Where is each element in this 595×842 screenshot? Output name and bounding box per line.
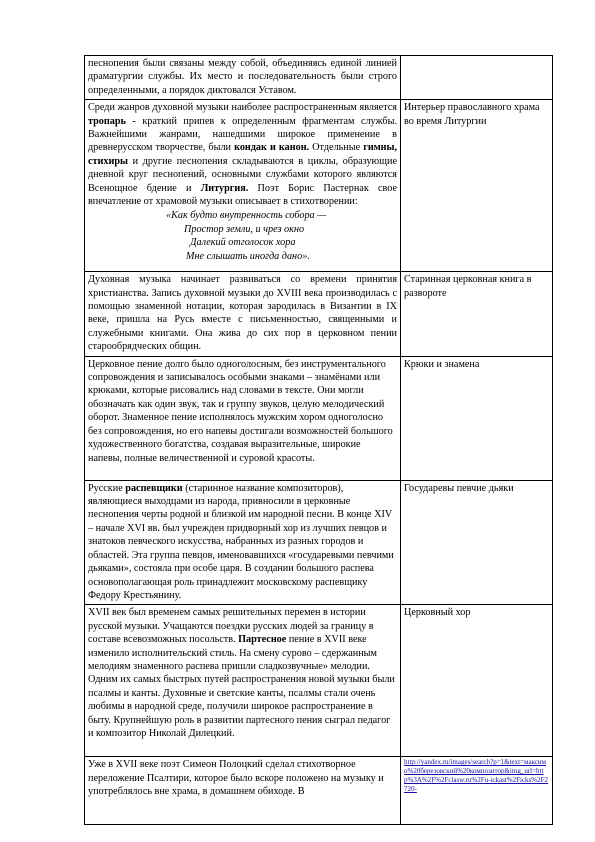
term-partesnoe: Партесное (238, 634, 287, 646)
poem-line: Далекий отголосок хора (190, 237, 296, 249)
text-cell (85, 100, 401, 272)
table-row (85, 480, 553, 605)
caption-cell: Интерьер православного храма во время Литургии (401, 100, 553, 272)
link-cell (401, 757, 553, 825)
term-raspevshchiki: распевщики (125, 482, 183, 494)
term-kondak-kanon: кондак и канон. (234, 142, 310, 154)
text-run: Русские (88, 482, 126, 494)
table-row (85, 605, 553, 757)
caption-cell (401, 56, 553, 100)
text-cell: Духовная музыка начинает развиваться со времени принятия христианства. Запись духовной музыки до XVIII века производилась с помощью знаменной нотации, которая зародилась в Византии в IX веке, пришла на Русь вместе с письменностью, священными и служебными книгами. Она жива до сих пор в церковном пении старообрядческих общин. (85, 272, 401, 356)
caption-cell: Старинная церковная книга в развороте (401, 272, 553, 356)
term-troparion: тропарь - (88, 115, 136, 127)
table-row (85, 56, 553, 100)
caption-cell: Церковный хор (401, 605, 553, 757)
text-run: пение в XVII веке изменило исполнительский стиль. На смену сурово – сдержанным мелодиям знаменного распева пришли сладкозвучные» мелодии. Одним их самых быстрых путей распространения новой музыки были псалмы и канты. Духовные и светские канты, псалмы стали очень любимы в народной среде, получили широкое распространение в быту. Крупнейшую роль в развитии партесного пения сыграл педагог и композитор Николай Дилецкий. (88, 634, 395, 739)
table-row (85, 272, 553, 356)
caption-cell: Государевы певчие дьяки (401, 480, 553, 605)
text-run: и другие песнопения складываются в циклы, образующие дневной круг песнопений, основными службами которого являются Всенощное бдение и (88, 155, 397, 194)
poem-line: Простор земли, и чрез окно (184, 223, 305, 235)
text-cell (85, 480, 401, 605)
text-cell: Уже в XVII веке поэт Симеон Полоцкий сделал стихотворное переложение Псалтири, которое было вскоре положено на музыку и употреблялось вне храма, в домашнем обиходе. В (85, 757, 401, 825)
text-run: Отдельные (309, 142, 364, 154)
paragraph (88, 101, 397, 208)
text-run: Поэт Борис Пастернак свое впечатление от храмовой музыки описывает в стихотворении: (88, 182, 397, 208)
text-run: XVII век был временем самых решительных перемен в истории русской музыки. Учащаются поездки русских людей за границу в составе всевозможных посольств. (88, 607, 374, 646)
text-cell: песнопения были связаны между собой, объединяясь единой линией драматургии службы. Их место и последовательность были строго определенными, а порядок диктовался Уставом. (85, 56, 401, 100)
caption-cell: Крюки и знамена (401, 356, 553, 480)
poem-line: Мне слышать иногда дано». (186, 250, 310, 262)
content-table (84, 55, 553, 825)
table-row (85, 100, 553, 272)
text-cell (85, 605, 401, 757)
table-row (85, 757, 553, 825)
table-row (85, 356, 553, 480)
text-cell: Церковное пение долго было одноголосным, без инструментального сопровождения и записывалось особыми знаками – знамёнами или крюками, которые рисовались над словами в тексте. Они могли обозначать как один звук, так и группу звуков, целую мелодический оборот. Знаменное пение исполнялось мужским хором одноголосно без сопровождения, но его напевы достигали возможностей большого художественного богатства, создавая выразительные, широкие напевы, полные величественной и суровой красоты. (85, 356, 401, 480)
term-liturgy: Литургия. (200, 182, 249, 194)
text-run: (старинное название композиторов), являющиеся выходцами из народа, привносили в церковные песнопения черты родной и близкой им народной песни. В конце XIV – начале XVI вв. был учрежден придворный хор из лучших певцов и знатоков певческого искусства, набранных из разных городов и областей. Эта группа певцов, именовавшихся «государевыми певчими дьяками», состояла при особе царя. В создании большого распева основополагающая роль принадлежит московскому распевщику Федору Крестьянину. (88, 482, 394, 601)
poem-line: «Как будто внутренность собора — (166, 210, 327, 222)
image-source-link[interactable]: http://yandex.ru/images/search?p=1&text=максимо%20березовский%20композитор&img_url=http%3A%2F%2Fclasw.ru%2Fu-ickast%2Ficks%2F2720- (404, 758, 549, 794)
poem-quote (88, 209, 397, 263)
text-run: краткий припев к определенным фрагментам службы. Важнейшими жанрами, нашедшими широкое применение в древнерусском творчестве, были (88, 115, 397, 154)
text-run: Среди жанров духовной музыки наиболее распространенным является (88, 102, 397, 114)
term-hymns-stichera: гимны, стихиры (88, 142, 398, 167)
